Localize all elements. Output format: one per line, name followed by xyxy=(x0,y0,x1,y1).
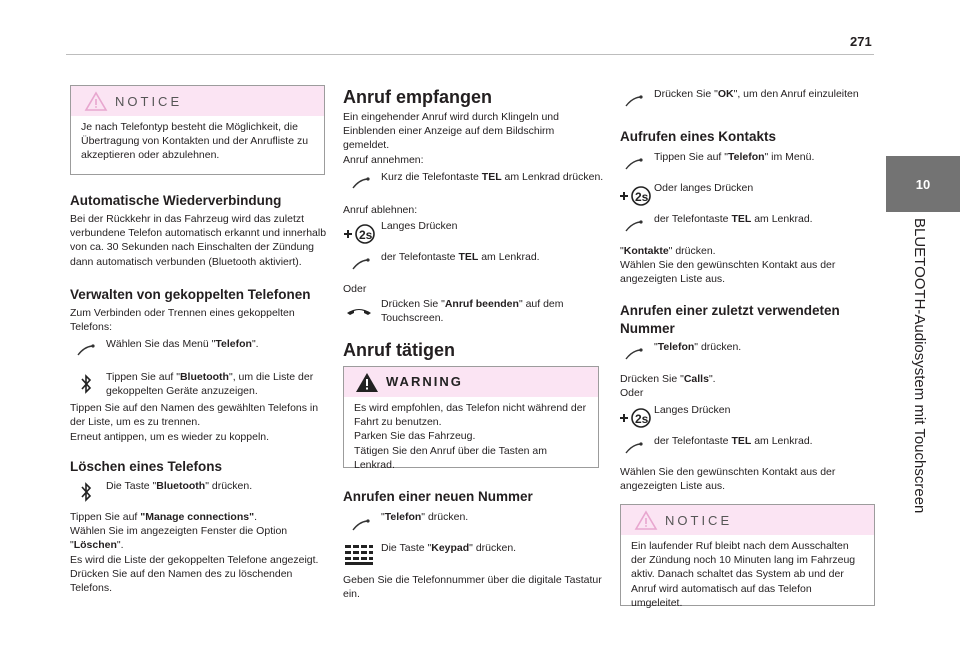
finger-touch-icon xyxy=(624,441,644,455)
delete-step-1: Die Taste "Bluetooth" drücken. xyxy=(106,480,253,492)
notice-text: Ein laufender Ruf bleibt nach dem Ausschalten der Zündung noch 10 Minuten lang im Fahrzeug aktiv. Danach schaltet das System ab und der Anruf wird automatisch auf das Telefon umgeleitet. xyxy=(631,540,856,609)
finger-touch-icon xyxy=(624,219,644,233)
receive-text: Ein eingehender Anruf wird durch Klingeln und Einblenden einer Anzeige auf dem Bildschirm gemeldet. xyxy=(343,111,559,152)
contact-step-2: Oder langes Drücken xyxy=(654,182,754,194)
reject-label: Anruf ablehnen: xyxy=(343,204,418,216)
finger-touch-icon xyxy=(351,518,371,532)
warning-text: Es wird empfohlen, das Telefon nicht während der Fahrt zu benutzen. Parken Sie das Fahrzeug. Tätigen Sie den Anruf über die Tasten am Lenkrad. xyxy=(354,402,587,471)
recent-step-3: der Telefontaste TEL am Lenkrad. xyxy=(654,435,813,447)
notice-box-right xyxy=(620,504,875,609)
bluetooth-icon xyxy=(80,374,92,394)
contact-step-1: Tippen Sie auf "Telefon" im Menü. xyxy=(654,151,815,163)
long-press-2s-icon xyxy=(343,223,375,245)
warning-triangle-icon xyxy=(634,510,658,531)
recent-lines: Drücken Sie "Calls". Oder xyxy=(620,373,716,400)
chapter-title: BLUETOOTH-Audiosystem mit Touchscreen xyxy=(911,218,928,514)
heading-recent-number: Anrufen einer zuletzt verwendeten Nummer xyxy=(620,303,840,336)
recent-step-2: Langes Drücken xyxy=(654,404,731,416)
manage-intro: Zum Verbinden oder Trennen eines gekoppelten Telefons: xyxy=(70,307,295,334)
reject-step-1: Langes Drücken xyxy=(381,220,458,232)
new-step-2: Die Taste "Keypad" drücken. xyxy=(381,542,517,554)
finger-touch-icon xyxy=(351,176,371,190)
warning-triangle-icon xyxy=(355,372,379,393)
manage-after-2: Erneut antippen, um es wieder zu koppeln. xyxy=(70,431,270,443)
heading-new-number: Anrufen einer neuen Nummer xyxy=(343,489,533,504)
contact-after: "Kontakte" drücken. Wählen Sie den gewünschten Kontakt aus der angezeigten Liste aus. xyxy=(620,245,836,286)
chapter-tab: 10 xyxy=(886,156,960,212)
warning-box xyxy=(343,366,599,471)
delete-lines: Tippen Sie auf "Manage connections". Wählen Sie im angezeigten Fenster die Option "Löschen". Es wird die Liste der gekoppelten Telefone angezeigt. Drücken Sie auf den Namen des zu löschenden Telefons. xyxy=(70,511,319,595)
finger-touch-icon xyxy=(624,157,644,171)
heading-delete-phone: Löschen eines Telefons xyxy=(70,459,223,474)
bluetooth-icon xyxy=(80,482,92,502)
manage-after-1: Tippen Sie auf den Namen des gewählten Telefons in der Liste, um es zu trennen. xyxy=(70,402,319,429)
long-press-2s-icon xyxy=(619,407,651,429)
new-after: Geben Sie die Telefonnummer über die digitale Tastatur ein. xyxy=(343,574,602,601)
recent-after: Wählen Sie den gewünschten Kontakt aus der angezeigten Liste aus. xyxy=(620,466,836,493)
header-rule xyxy=(66,54,874,55)
notice-title: NOTICE xyxy=(665,513,733,528)
notice-box-left xyxy=(70,85,325,175)
ok-step: Drücken Sie "OK", um den Anruf einzuleiten xyxy=(654,88,859,100)
long-press-2s-icon xyxy=(619,185,651,207)
accept-step: Kurz die Telefontaste TEL am Lenkrad drücken. xyxy=(381,171,604,183)
manage-step-1: Wählen Sie das Menü "Telefon". xyxy=(106,338,259,350)
heading-make-call: Anruf tätigen xyxy=(343,340,455,360)
heading-auto-reconnect: Automatische Wiederverbindung xyxy=(70,193,282,208)
svg-text:2s: 2s xyxy=(359,228,373,242)
svg-text:2s: 2s xyxy=(635,190,649,204)
page-number: 271 xyxy=(850,34,872,49)
finger-touch-icon xyxy=(76,343,96,357)
finger-touch-icon xyxy=(624,347,644,361)
heading-manage-phones: Verwalten von gekoppelten Telefonen xyxy=(70,287,311,302)
accept-label: Anruf annehmen: xyxy=(343,154,424,166)
manage-step-2: Tippen Sie auf "Bluetooth", um die Liste der gekoppelten Geräte anzuzeigen. xyxy=(106,371,314,398)
contact-step-3: der Telefontaste TEL am Lenkrad. xyxy=(654,213,813,225)
or-label: Oder xyxy=(343,283,367,295)
warning-title: WARNING xyxy=(386,374,463,389)
notice-title: NOTICE xyxy=(115,94,183,109)
recent-step-1: "Telefon" drücken. xyxy=(654,341,742,353)
warning-triangle-icon xyxy=(84,91,108,112)
keypad-icon xyxy=(345,545,373,565)
heading-call-contact: Aufrufen eines Kontakts xyxy=(620,129,777,144)
finger-touch-icon xyxy=(351,257,371,271)
heading-receive-call: Anruf empfangen xyxy=(343,87,493,107)
finger-touch-icon xyxy=(624,94,644,108)
svg-text:2s: 2s xyxy=(635,412,649,426)
notice-text: Je nach Telefontyp besteht die Möglichkeit, die Übertragung von Kontakten und der Anrufliste zu akzeptieren oder abzulehnen. xyxy=(81,121,309,162)
auto-reconnect-text: Bei der Rückkehr in das Fahrzeug wird das zuletzt verbundene Telefon automatisch erkannt und innerhalb von ca. 30 Sekunden nach Einschalten der Zündung dann automatisch verbunden (Bluetooth aktiviert). xyxy=(70,213,327,268)
reject-step-2: der Telefontaste TEL am Lenkrad. xyxy=(381,251,540,263)
reject-step-3: Drücken Sie "Anruf beenden" auf dem Touchscreen. xyxy=(381,298,564,325)
new-step-1: "Telefon" drücken. xyxy=(381,511,469,523)
hang-up-icon xyxy=(345,305,373,317)
